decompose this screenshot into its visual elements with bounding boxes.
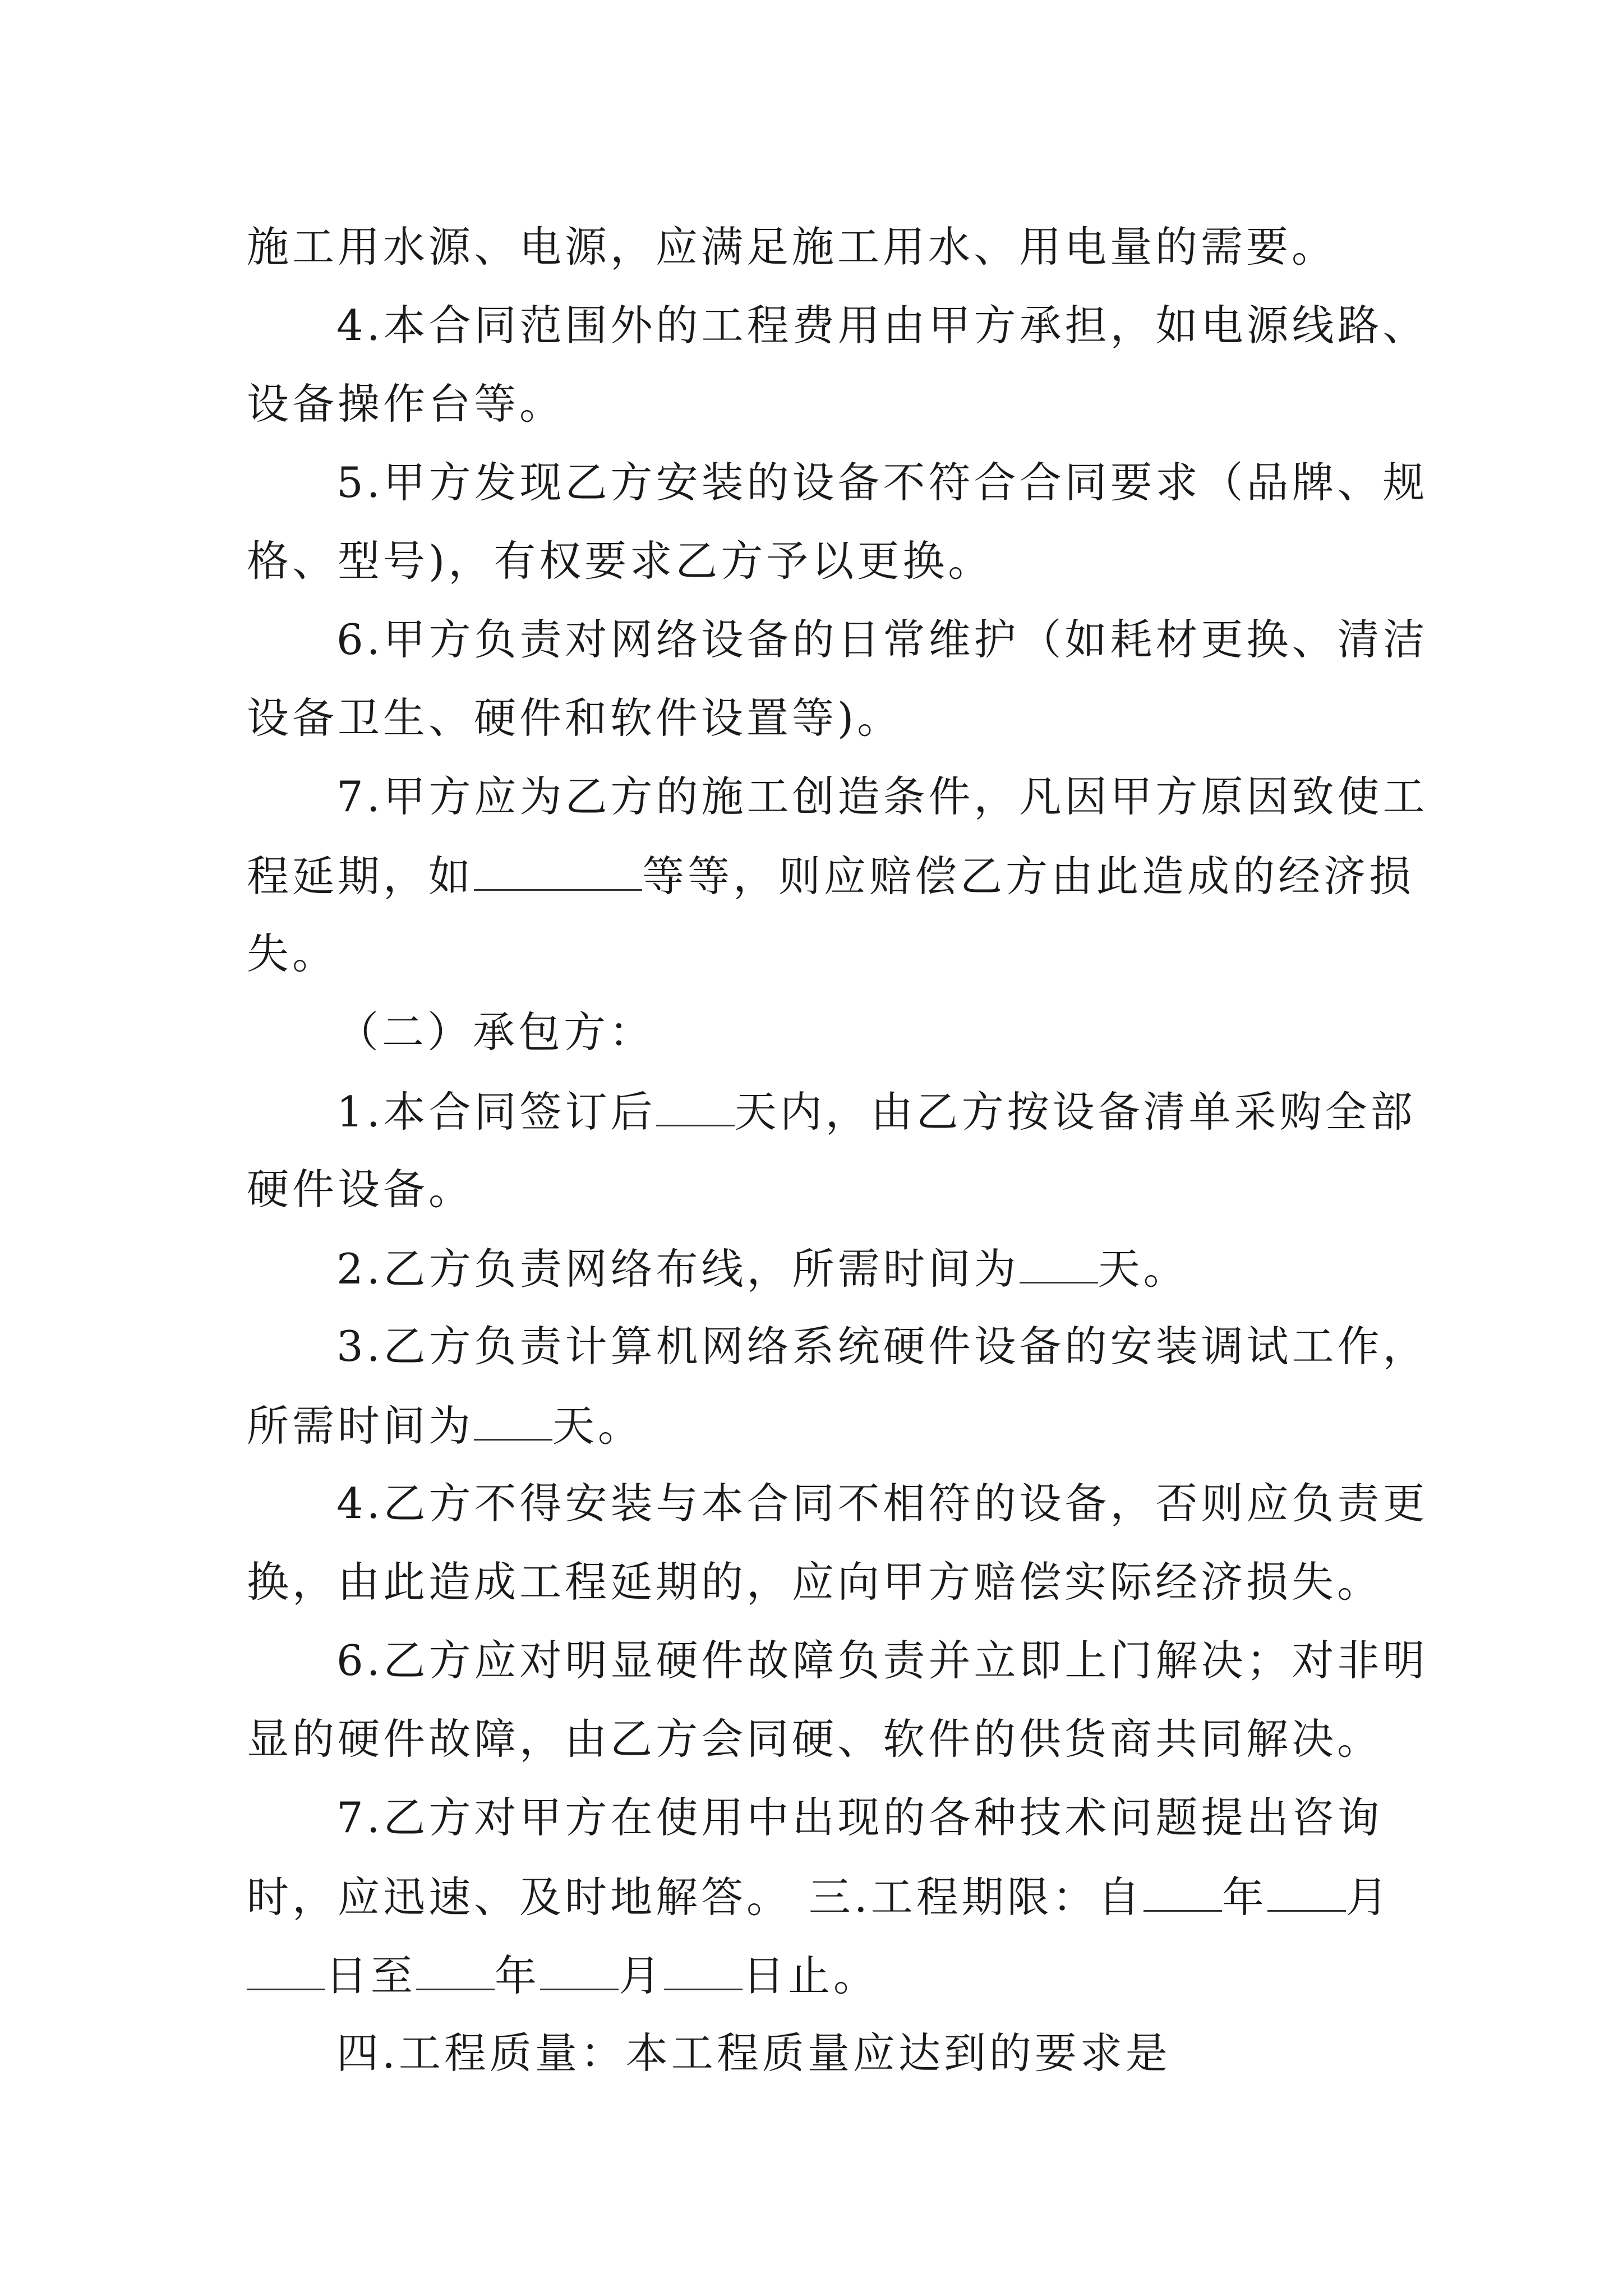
paragraph-line (247, 1871, 1391, 1922)
paragraph-line (336, 1243, 1189, 1294)
text-run: 4.本合同范围外的工程费用由甲方承担，如电源线路、 (336, 301, 1428, 350)
text-run: 天。 (552, 1401, 644, 1451)
text-run: 四.工程质量：本工程质量应达到的要求是 (336, 2028, 1171, 2078)
text-run: 设备卫生、硬件和软件设置等)。 (247, 693, 903, 743)
text-run: 6.甲方负责对网络设备的日常维护（如耗材更换、清洁 (336, 615, 1428, 664)
text-run: 失。 (247, 929, 338, 978)
paragraph-line (336, 1085, 1416, 1137)
text-run: 设备操作台等。 (247, 379, 565, 429)
text-run: 年 (495, 1951, 541, 2000)
fill-in-blank (664, 1949, 743, 1990)
text-run: 施工用水源、电源，应满足施工用水、用电量的需要。 (247, 222, 1338, 272)
fill-in-blank (1144, 1871, 1222, 1912)
fill-in-blank (416, 1949, 495, 1990)
text-run: 格、型号)，有权要求乙方予以更换。 (247, 536, 994, 586)
text-run: 7.乙方对甲方在使用中出现的各种技术问题提出咨询 (336, 1793, 1383, 1842)
paragraph-line (336, 300, 1428, 351)
text-run: 月 (1345, 1872, 1391, 1922)
text-run: 所需时间为 (247, 1401, 474, 1451)
text-run: 换，由此造成工程延期的，应向甲方赔偿实际经济损失。 (247, 1557, 1383, 1607)
text-run: 时，应迅速、及时地解答。 三.工程期限：自 (247, 1872, 1144, 1922)
paragraph-line (247, 1557, 1382, 1607)
text-run: 7.甲方应为乙方的施工创造条件，凡因甲方原因致使工 (336, 772, 1428, 821)
fill-in-blank (656, 1085, 735, 1126)
paragraph-line (336, 1792, 1383, 1843)
paragraph-line (336, 614, 1428, 665)
paragraph-line (247, 1400, 643, 1451)
text-run: 硬件设备。 (247, 1165, 474, 1214)
text-run: 显的硬件故障，由乙方会同硬、软件的供货商共同解决。 (247, 1714, 1383, 1764)
fill-in-blank (1020, 1243, 1098, 1283)
text-run: 6.乙方应对明显硬件故障负责并立即上门解决；对非明 (336, 1636, 1428, 1685)
text-run: 程延期，如 (247, 852, 474, 901)
text-run: 日止。 (743, 1951, 879, 2000)
text-run: 等等，则应赔偿乙方由此造成的经济损 (642, 852, 1415, 901)
text-run: 月 (619, 1951, 665, 2000)
section-heading (336, 1007, 654, 1057)
text-run: 日至 (325, 1951, 417, 2000)
text-run: 天内，由乙方按设备清单采购全部 (734, 1087, 1416, 1137)
fill-in-blank (540, 1949, 619, 1990)
paragraph-line (336, 1635, 1428, 1686)
paragraph-line (247, 1714, 1382, 1764)
text-run: 1.本合同签订后 (336, 1087, 656, 1137)
paragraph-line (247, 928, 338, 979)
paragraph-line (336, 457, 1428, 508)
paragraph-line (247, 1949, 879, 2001)
fill-in-blank (1267, 1871, 1346, 1912)
fill-in-blank (247, 1949, 325, 1990)
paragraph-line (336, 2028, 1171, 2078)
text-run: 3.乙方负责计算机网络系统硬件设备的安装调试工作， (336, 1322, 1428, 1371)
paragraph-line (247, 379, 565, 429)
paragraph-line (336, 771, 1428, 822)
fill-in-blank (474, 850, 642, 891)
paragraph-line (336, 1321, 1428, 1372)
paragraph-line (247, 693, 902, 743)
paragraph-line (247, 1164, 474, 1214)
paragraph-line (336, 1478, 1428, 1529)
paragraph-line (247, 536, 993, 586)
text-run: 5.甲方发现乙方安装的设备不符合合同要求（品牌、规 (336, 458, 1428, 507)
text-run: 2.乙方负责网络布线，所需时间为 (336, 1244, 1020, 1294)
paragraph-line (247, 222, 1337, 272)
paragraph-line (247, 850, 1414, 901)
text-run: 年 (1221, 1872, 1267, 1922)
text-run: （二）承包方： (336, 1007, 655, 1057)
text-run: 4.乙方不得安装与本合同不相符的设备，否则应负责更 (336, 1479, 1428, 1528)
text-run: 天。 (1098, 1244, 1189, 1294)
fill-in-blank (474, 1400, 552, 1441)
